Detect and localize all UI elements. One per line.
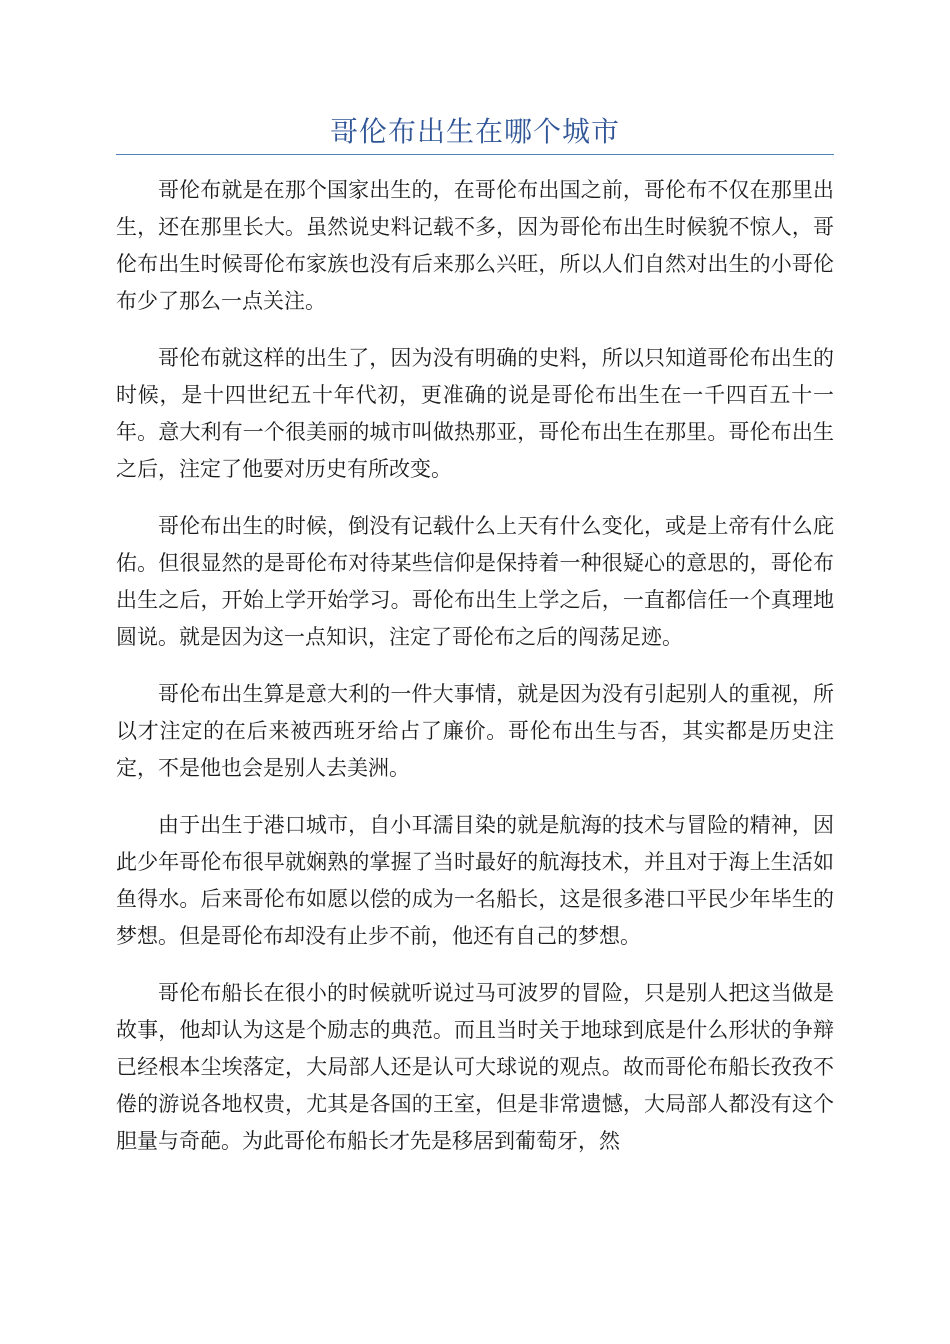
paragraph: 哥伦布出生算是意大利的一件大事情，就是因为没有引起别人的重视，所以才注定的在后来被西班牙给占了廉价。哥伦布出生与否，其实都是历史注定，不是他也会是别人去美洲。 <box>116 682 834 780</box>
paragraph: 哥伦布就是在那个国家出生的，在哥伦布出国之前，哥伦布不仅在那里出生，还在那里长大。虽然说史料记载不多，因为哥伦布出生时候貌不惊人，哥伦布出生时候哥伦布家族也没有后来那么兴旺，所以人们自然对出生的小哥伦布少了那么一点关注。 <box>116 178 834 313</box>
paragraph: 哥伦布船长在很小的时候就听说过马可波罗的冒险，只是别人把这当做是故事，他却认为这是个励志的典范。而且当时关于地球到底是什么形状的争辩已经根本尘埃落定，大局部人还是认可大球说的观点。故而哥伦布船长孜孜不倦的游说各地权贵，尤其是各国的王室，但是非常遗憾，大局部人都没有这个胆量与奇葩。为此哥伦布船长才先是移居到葡萄牙，然 <box>116 981 834 1153</box>
paragraph: 由于出生于港口城市，自小耳濡目染的就是航海的技术与冒险的精神，因此少年哥伦布很早就娴熟的掌握了当时最好的航海技术，并且对于海上生活如鱼得水。后来哥伦布如愿以偿的成为一名船长，这是很多港口平民少年毕生的梦想。但是哥伦布却没有止步不前，他还有自己的梦想。 <box>116 813 834 948</box>
paragraph: 哥伦布就这样的出生了，因为没有明确的史料，所以只知道哥伦布出生的时候，是十四世纪五十年代初，更准确的说是哥伦布出生在一千四百五十一年。意大利有一个很美丽的城市叫做热那亚，哥伦布出生在那里。哥伦布出生之后，注定了他要对历史有所改变。 <box>116 346 834 481</box>
document-body <box>116 172 834 1180</box>
document-title: 哥伦布出生在哪个城市 <box>329 115 620 148</box>
title-underline <box>116 154 834 155</box>
paragraph: 哥伦布出生的时候，倒没有记载什么上天有什么变化，或是上帝有什么庇佑。但很显然的是哥伦布对待某些信仰是保持着一种很疑心的意思的，哥伦布出生之后，开始上学开始学习。哥伦布出生上学之后，一直都信任一个真理地圆说。就是因为这一点知识，注定了哥伦布之后的闯荡足迹。 <box>116 514 834 649</box>
